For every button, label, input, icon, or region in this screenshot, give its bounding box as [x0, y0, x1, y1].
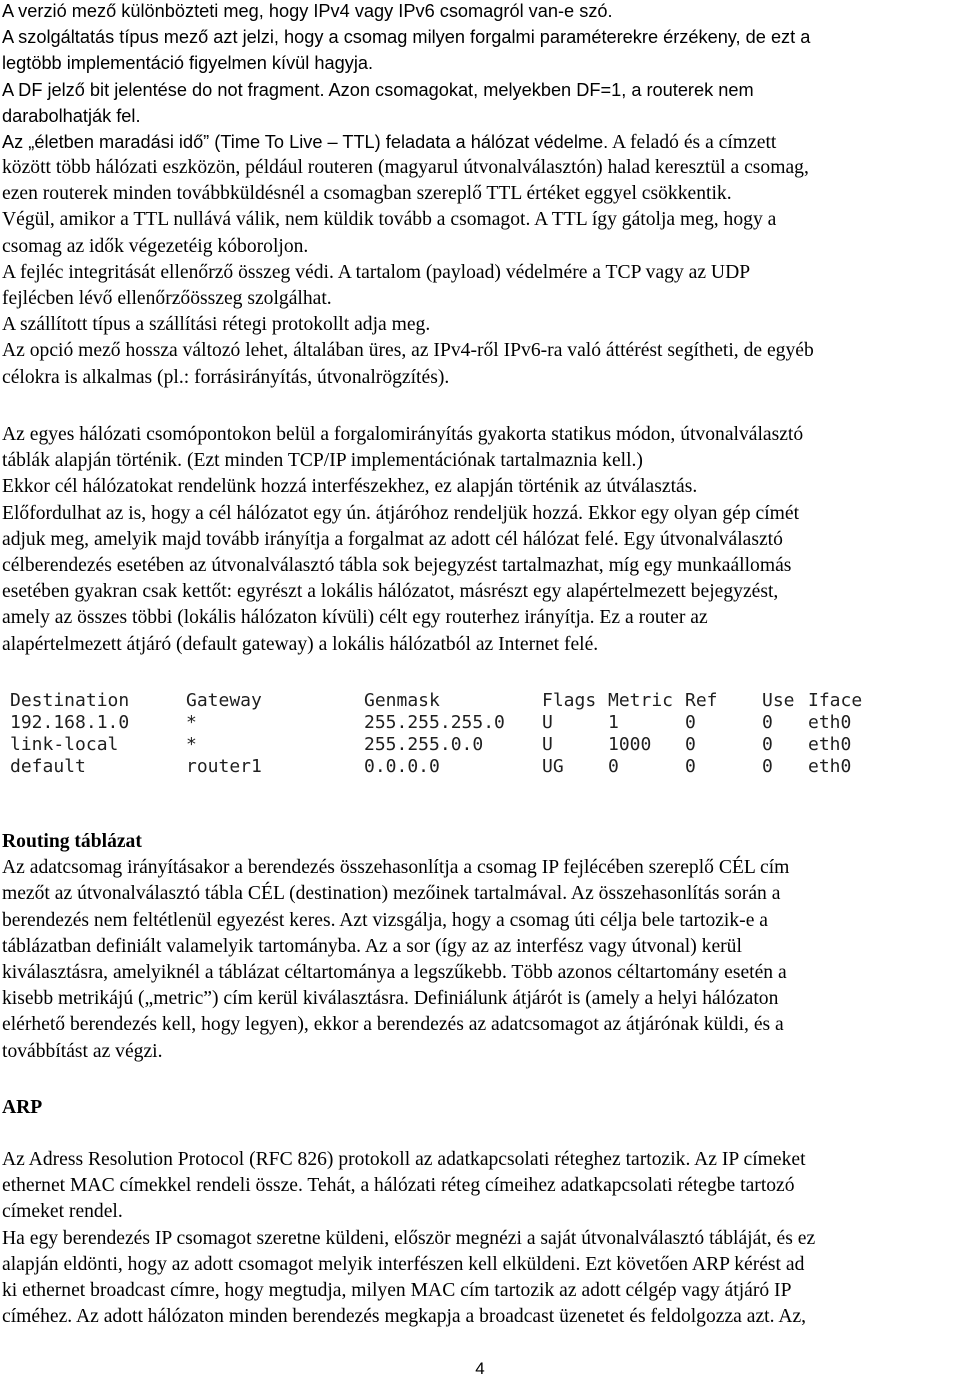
cell-ref: 0 — [685, 734, 696, 755]
cell-gateway: router1 — [186, 756, 262, 777]
routing-table-row — [8, 756, 888, 778]
text-line: célberendezés esetében az útvonalválasztó tábla sok bejegyzést tartalmazhat, míg egy munkaállomás — [2, 555, 792, 577]
text-line: berendezés nem feltétlenül egyezést keres. Azt vizsgálja, hogy a csomag úti célja bele tartozik-e a — [2, 909, 768, 931]
section-heading: Routing táblázat — [2, 831, 142, 852]
cell-iface: eth0 — [808, 712, 852, 733]
cell-ref: 0 — [685, 756, 696, 777]
routing-table-row — [8, 734, 888, 756]
text-line: esetében gyakran csak kettőt: egyrészt a lokális hálózatot, másrészt egy alapértelmezett bejegyzést, — [2, 581, 779, 603]
text-line: Az Adress Resolution Protocol (RFC 826) protokoll az adatkapcsolati réteghez tartozik. Az IP címeket — [2, 1149, 806, 1170]
text-line: Az opció mező hossza változó lehet, általában üres, az IPv4-ről IPv6-ra való áttérést segítheti, de egyéb — [2, 340, 814, 362]
text-line: csomag az idők végezetéig kóboroljon. — [2, 235, 309, 257]
header-use: Use — [762, 690, 795, 711]
routing-intro-paragraph — [2, 422, 958, 658]
text-line: A szolgáltatás típus mező azt jelzi, hogy a csomag milyen forgalmi paraméterekre érzékeny, de ezt a — [2, 27, 811, 48]
ttl-sentence: Az „életben maradási idő” (Time To Live – TTL) feladata a hálózat védelme. — [2, 132, 609, 153]
text-line: A DF jelző bit jelentése do not fragment. Azon csomagokat, melyekben DF=1, a routerek nem — [2, 79, 754, 100]
text-line: ki ethernet broadcast címre, hogy megtudja, milyen MAC cím tartozik az adott célgép vagy átjáró IP — [2, 1280, 792, 1302]
text-line: táblák alapján történik. (Ezt minden TCP/IP implementációnak tartalmaznia kell.) — [2, 450, 643, 472]
cell-flags: U — [542, 734, 553, 755]
text-line: kiválasztásra, amelyiknél a táblázat céltartománya a legszűkebb. Több azonos céltartomány esetén a — [2, 962, 787, 984]
arp-heading-block — [2, 1095, 958, 1121]
cell-destination: 192.168.1.0 — [10, 712, 130, 733]
text-line: A fejléc integritását ellenőrző összeg védi. A tartalom (payload) védelmére a TCP vagy az UDP — [2, 261, 751, 283]
cell-use: 0 — [762, 734, 773, 755]
text-line: Végül, amikor a TTL nullává válik, nem küldik tovább a csomagot. A TTL így gátolja meg, hogy a — [2, 209, 777, 231]
text-line: célokra is alkalmas (pl.: forrásirányítás, útvonalrögzítés). — [2, 366, 450, 388]
arp-section — [2, 1147, 958, 1330]
cell-iface: eth0 — [808, 734, 852, 755]
text-line: elérhető berendezés kell, hogy legyen), ekkor a berendezés az adatcsomagot az átjárónak küldi, és a — [2, 1014, 784, 1036]
routing-table-figure — [8, 690, 888, 786]
header-iface: Iface — [808, 690, 863, 711]
header-genmask: Genmask — [364, 690, 440, 711]
text-line: fejlécben lévő ellenőrzőösszeg szolgálhat. — [2, 288, 332, 310]
text-line: Ha egy berendezés IP csomagot szeretne küldeni, először megnézi a saját útvonalválasztó tábláját, és ez — [2, 1227, 816, 1249]
routing-table-row — [8, 712, 888, 734]
cell-gateway: * — [186, 712, 197, 733]
text-line: kisebb metrikájú („metric”) cím kerül kiválasztásra. Definiálunk átjárót is (amely a helyi hálózaton — [2, 988, 779, 1010]
ttl-line — [2, 129, 958, 156]
text-line: darabolhatják fel. — [2, 105, 141, 126]
ttl-tail: A feladó és a címzett — [608, 132, 777, 154]
text-line: adjuk meg, amelyik majd tovább irányítja a forgalmat az adott cél hálózat felé. Egy útvonalválasztó — [2, 528, 783, 550]
cell-metric: 1 — [608, 712, 619, 733]
header-metric: Metric — [608, 690, 674, 711]
cell-genmask: 255.255.255.0 — [364, 712, 505, 733]
text-line: között több hálózati eszközön, például routeren (magyarul útvonalválasztón) halad keresztül a csomag, — [2, 157, 809, 178]
text-line: táblázatban definiált valamelyik tartományba. Az a sor (így az az interfész vagy útvonal) kerül — [2, 935, 742, 957]
text-line: alapértelmezett átjáró (default gateway) a lokális hálózatból az Internet felé. — [2, 633, 599, 655]
header-destination: Destination — [10, 690, 130, 711]
text-line: A szállított típus a szállítási rétegi protokollt adja meg. — [2, 314, 431, 336]
routing-section — [2, 829, 958, 1065]
intro-serif-paragraph — [2, 155, 958, 391]
cell-use: 0 — [762, 756, 773, 777]
text-line: alapján eldönti, hogy az adott csomagot melyik interfészen kell elküldeni. Ezt követően ARP kérést ad — [2, 1253, 805, 1275]
header-ref: Ref — [685, 690, 718, 711]
text-line: továbbítást az végzi. — [2, 1040, 163, 1062]
text-line: címéhez. Az adott hálózaton minden berendezés megkapja a broadcast üzenetet és feldolgozza azt. Az, — [2, 1306, 807, 1328]
text-line: ethernet MAC címekkel rendeli össze. Tehát, a hálózati réteg címeihez adatkapcsolati rétegbe tartozó — [2, 1175, 795, 1197]
routing-table-header — [8, 690, 888, 712]
text-line: legtöbb implementáció figyelmen kívül hagyja. — [2, 53, 374, 74]
text-line: Előfordulhat az is, hogy a cél hálózatot egy ún. átjáróhoz rendeljük hozzá. Ekkor egy olyan gép címét — [2, 502, 800, 524]
cell-iface: eth0 — [808, 756, 852, 777]
text-line: ezen routerek minden továbbküldésnél a csomagban szereplő TTL értéket eggyel csökkentik. — [2, 183, 732, 205]
header-flags: Flags — [542, 690, 597, 711]
text-line: Az adatcsomag irányításakor a berendezés összehasonlítja a csomag IP fejlécében szereplő CÉL cím — [2, 857, 790, 879]
text-line: Ekkor cél hálózatokat rendelünk hozzá interfészekhez, ez alapján történik az útválasztás. — [2, 476, 698, 498]
cell-genmask: 255.255.0.0 — [364, 734, 484, 755]
cell-metric: 1000 — [608, 734, 652, 755]
cell-metric: 0 — [608, 756, 619, 777]
cell-use: 0 — [762, 712, 773, 733]
page-number: 4 — [475, 1359, 485, 1378]
cell-flags: UG — [542, 756, 564, 777]
cell-destination: link-local — [10, 734, 119, 755]
header-gateway: Gateway — [186, 690, 262, 711]
text-line: mezőt az útvonalválasztó tábla CÉL (destination) mezőinek tartalmával. Az összehasonlítás során a — [2, 883, 781, 905]
text-line: címeket rendel. — [2, 1201, 123, 1223]
cell-flags: U — [542, 712, 553, 733]
intro-sans-paragraph — [2, 0, 958, 156]
text-line: amely az összes többi (lokális hálózaton kívüli) célt egy routerhez irányítja. Ez a router az — [2, 607, 708, 629]
text-line: A verzió mező különbözteti meg, hogy IPv4 vagy IPv6 csomagról van-e szó. — [2, 1, 613, 21]
text-line: Az egyes hálózati csomópontokon belül a forgalomirányítás gyakorta statikus módon, útvonalválasztó — [2, 424, 804, 445]
cell-genmask: 0.0.0.0 — [364, 756, 440, 777]
cell-ref: 0 — [685, 712, 696, 733]
section-heading: ARP — [2, 1097, 43, 1118]
cell-gateway: * — [186, 734, 197, 755]
cell-destination: default — [10, 756, 86, 777]
